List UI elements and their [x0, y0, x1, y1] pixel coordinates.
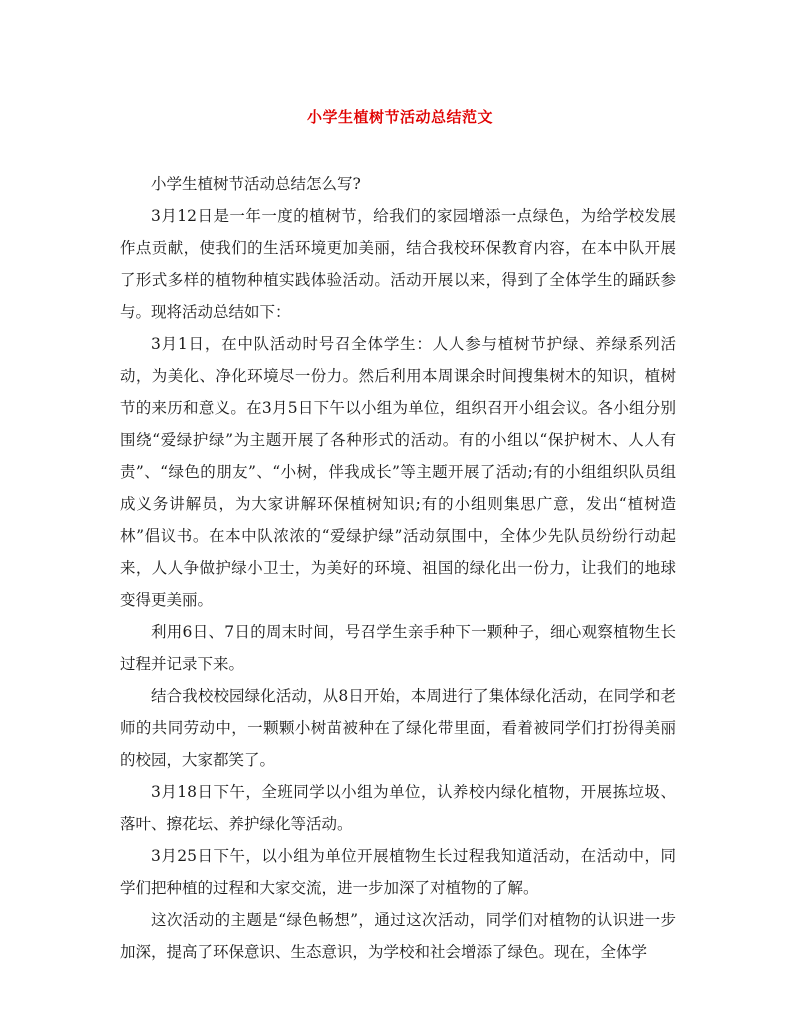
paragraph-weekend-planting: 利用6日、7日的周末时间，号召学生亲手种下一颗种子，细心观察植物生长过程并记录下来。	[120, 623, 676, 673]
paragraph-campus-greening: 结合我校校园绿化活动，从8日开始，本周进行了集体绿化活动，在同学和老师的共同劳动中，一颗颗小树苗被种在了绿化带里面，看着被同学们打扮得美丽的校园，大家都笑了。	[120, 687, 676, 769]
paragraph-march-1: 3月1日，在中队活动时号召全体学生：人人参与植树节护绿、养绿系列活动，为美化、净化环境尽一份力。然后利用本周课余时间搜集树木的知识，植树节的来历和意义。在3月5日下午以小组为单位，组织召开小组会议。各小组分别围绕“爱绿护绿”为主题开展了各种形式的活动。有的小组以“保护树木、人人有责”、“绿色的朋友”、“小树，伴我成长”等主题开展了活动;有的小组组织队员组成义务讲解员，为大家讲解环保植树知识;有的小组则集思广意，发出“植树造林”倡议书。在本中队浓浓的“爱绿护绿”活动氛围中，全体少先队员纷纷行动起来，人人争做护绿小卫士，为美好的环境、祖国的绿化出一份力，让我们的地球变得更美丽。	[120, 335, 676, 609]
paragraph-march-18: 3月18日下午，全班同学以小组为单位，认养校内绿化植物，开展拣垃圾、落叶、擦花坛、养护绿化等活动。	[120, 783, 676, 833]
document-body	[120, 168, 676, 968]
document-title: 小学生植树节活动总结范文	[306, 108, 493, 126]
paragraph-march-25: 3月25日下午，以小组为单位开展植物生长过程我知道活动，在活动中，同学们把种植的过程和大家交流，进一步加深了对植物的了解。	[120, 847, 676, 897]
paragraph-intro: 3月12日是一年一度的植树节，给我们的家园增添一点绿色，为给学校发展作点贡献，使我们的生活环境更加美丽，结合我校环保教育内容，在本中队开展了形式多样的植物种植实践体验活动。活动开展以来，得到了全体学生的踊跃参与。现将活动总结如下：	[120, 207, 676, 321]
paragraph-theme: 这次活动的主题是“绿色畅想”，通过这次活动，同学们对植物的认识进一步加深，提高了环保意识、生态意识，为学校和社会增添了绿色。现在，全体学	[120, 911, 676, 961]
paragraph-question: 小学生植树节活动总结怎么写?	[151, 175, 361, 193]
